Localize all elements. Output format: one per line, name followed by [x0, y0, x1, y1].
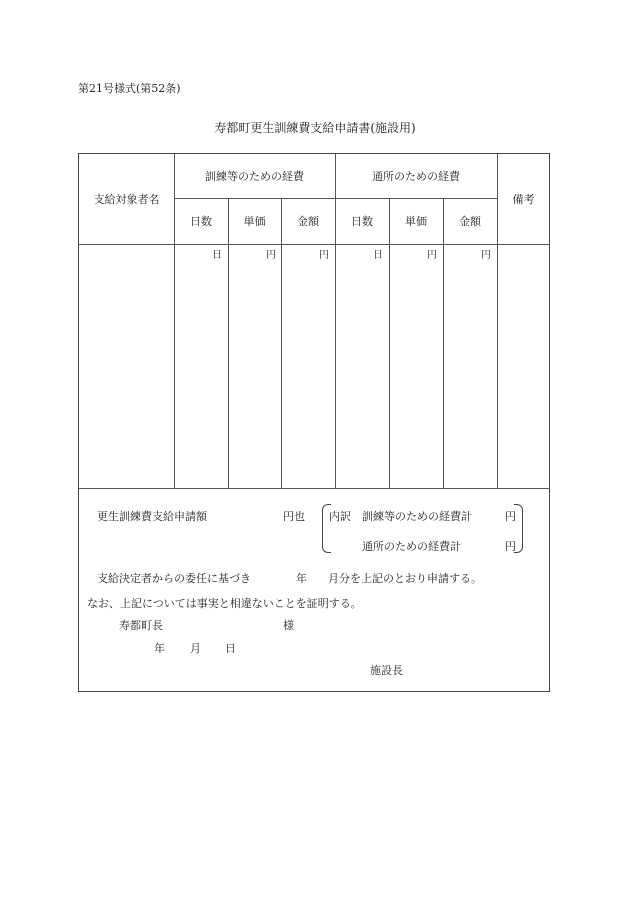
header-training-expenses: 訓練等のための経費	[205, 170, 304, 183]
header-training-days: 日数	[190, 215, 212, 228]
training-total-label: 訓練等のための経費計	[362, 510, 472, 523]
header-training-unit-price: 単価	[243, 215, 266, 228]
unit-yen-training-amount: 円	[319, 250, 329, 261]
request-year-label: 年	[296, 572, 307, 585]
unit-yen-training-price: 円	[266, 250, 276, 261]
header-recipient-name: 支給対象者名	[93, 193, 160, 206]
honorific-sama: 様	[283, 619, 294, 632]
certification-text: なお、上記については事実と相違ないことを証明する。	[87, 597, 362, 610]
header-training-amount: 金額	[297, 215, 319, 228]
facility-head-label: 施設長	[370, 664, 403, 677]
unit-day-training: 日	[212, 250, 222, 261]
header-remarks: 備考	[512, 193, 535, 206]
header-commute-unit-price: 単価	[405, 215, 427, 228]
unit-day-commute: 日	[373, 250, 383, 261]
form-number: 第21号様式(第52条)	[78, 82, 181, 95]
form-title: 寿都町更生訓練費支給申請書(施設用)	[214, 121, 416, 135]
training-total-yen: 円	[505, 510, 516, 523]
unit-yen-commute-amount: 円	[481, 250, 491, 261]
header-commute-amount: 金額	[459, 215, 481, 228]
application-form	[78, 153, 550, 692]
breakdown-label: 内訳	[329, 510, 351, 523]
request-amount-label: 更生訓練費支給申請額	[97, 510, 207, 523]
date-month: 月	[190, 642, 201, 655]
delegation-text: 支給決定者からの委任に基づき	[97, 572, 251, 585]
unit-yen-commute-price: 円	[427, 250, 437, 261]
date-day: 日	[225, 642, 236, 655]
header-commute-days: 日数	[351, 215, 373, 228]
commute-total-label: 通所のための経費計	[362, 540, 461, 553]
mayor-addressee: 寿都町長	[119, 619, 163, 632]
request-month-text: 月分を上記のとおり申請する。	[328, 572, 482, 585]
header-commute-expenses: 通所のための経費	[372, 170, 460, 183]
commute-total-yen: 円	[505, 540, 516, 553]
date-year: 年	[154, 642, 165, 655]
yen-nari: 円也	[283, 510, 305, 523]
